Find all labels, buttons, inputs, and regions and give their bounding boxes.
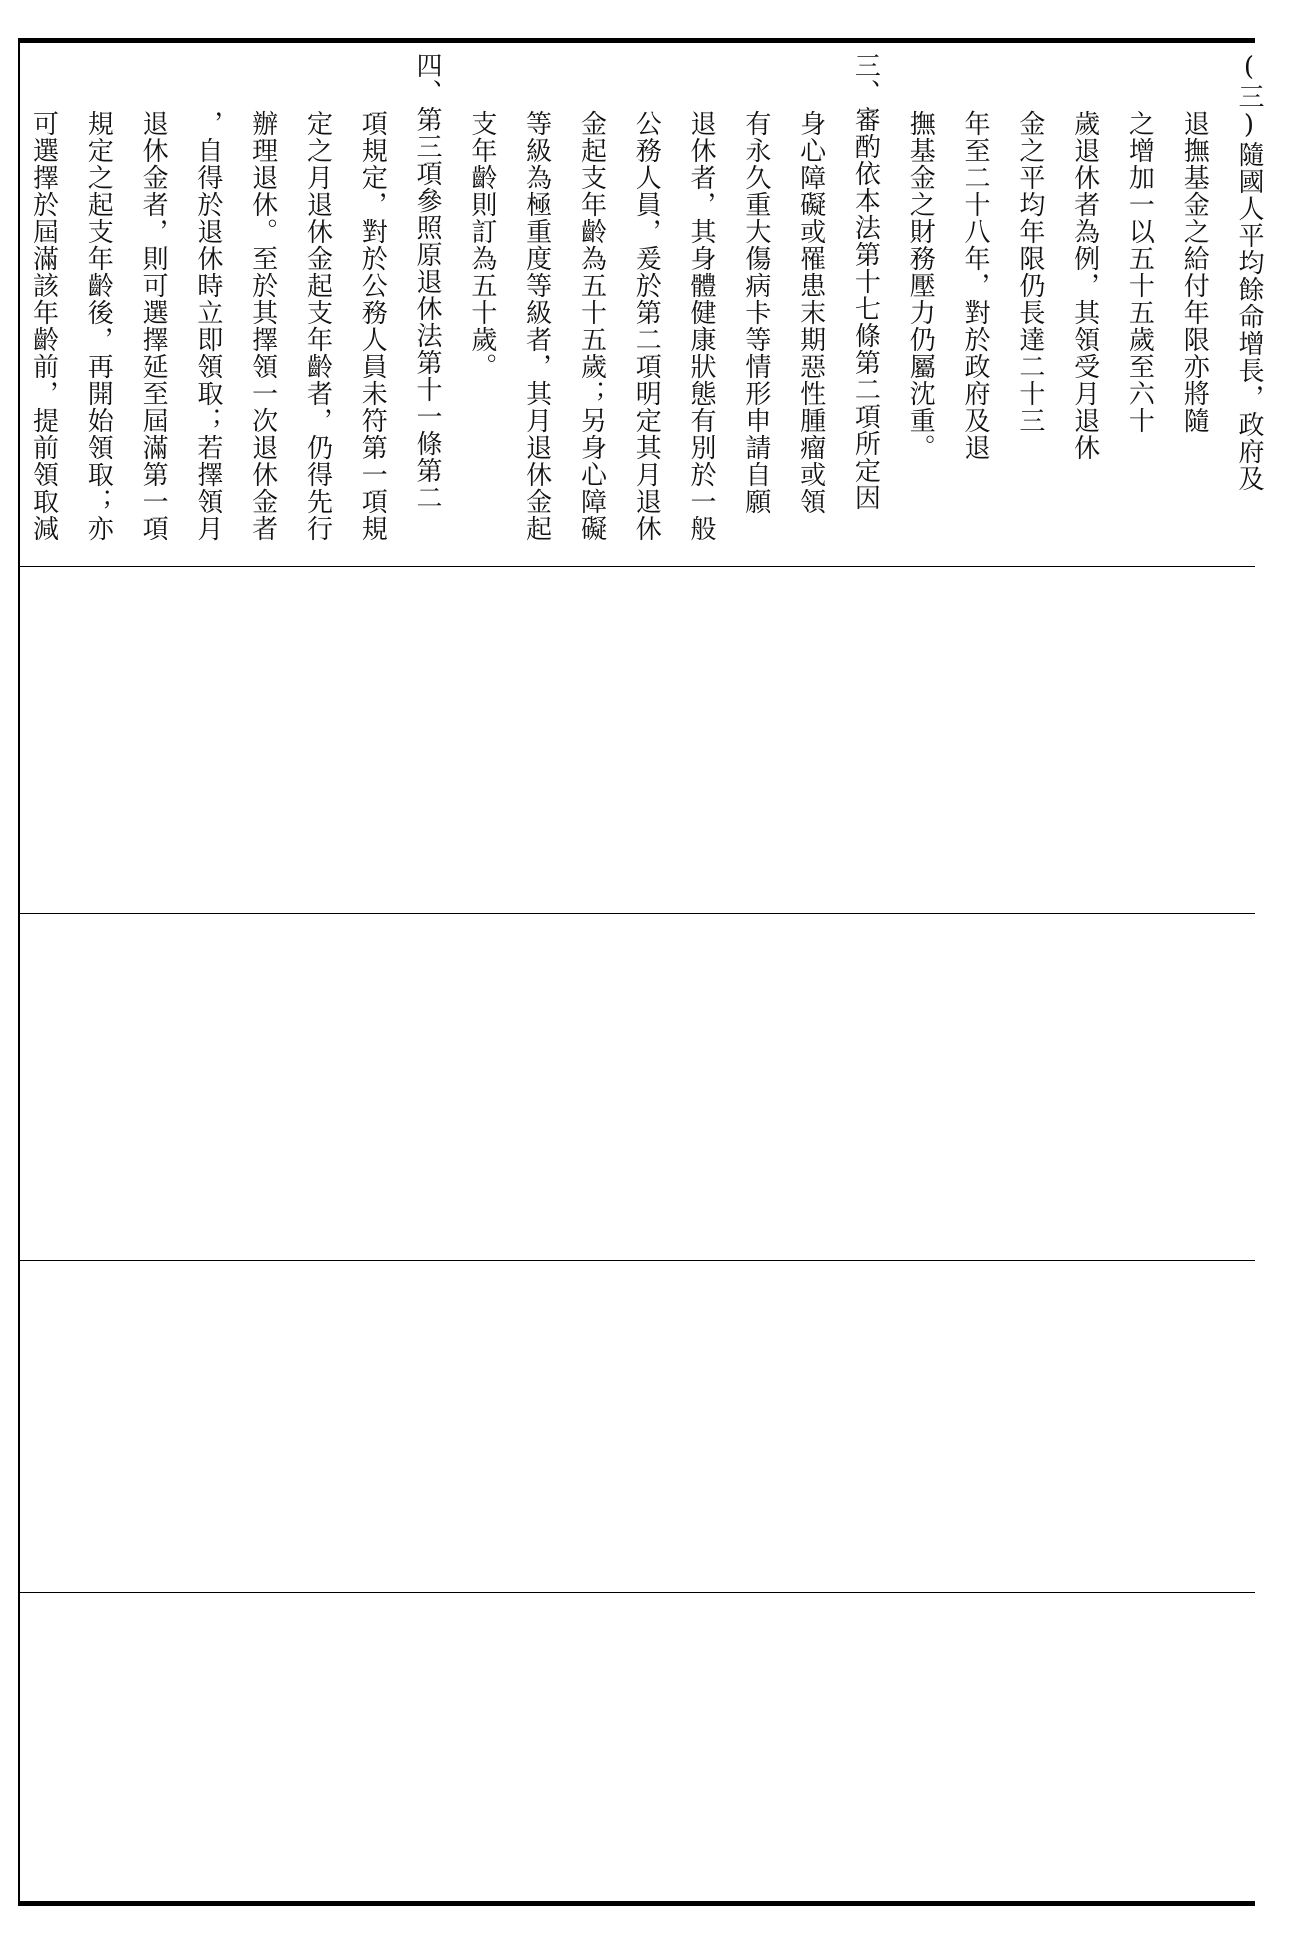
text-column: 退休者，其身體健康狀態有別於一般	[686, 110, 717, 542]
vertical-text-block	[22, 52, 1270, 562]
text-column: 三、審酌依本法第十七條第二項所定因	[850, 52, 881, 511]
text-column: 定之月退休金起支年齡者，仍得先行	[302, 110, 333, 542]
row-divider	[18, 1592, 1255, 1593]
text-column: 金之平均年限仍長達二十三	[1014, 110, 1045, 434]
text-column: 退休金者，則可選擇延至屆滿第一項	[138, 110, 169, 542]
row-divider	[18, 913, 1255, 914]
text-column: 歲退休者為例，其領受月退休	[1069, 110, 1100, 461]
text-column: 金起支年齡為五十五歲；另身心障礙	[576, 110, 607, 542]
text-column: (三)隨國人平均餘命增長，政府及	[1234, 52, 1264, 492]
text-column: 等級為極重度等級者，其月退休金起	[521, 110, 552, 542]
bottom-border	[18, 1901, 1255, 1906]
text-column: 規定之起支年齡後，再開始領取；亦	[83, 110, 114, 542]
text-column: 項規定，對於公務人員未符第一項規	[357, 110, 388, 542]
text-column: 支年齡則訂為五十歲。	[466, 110, 497, 380]
text-column: 年至二十八年，對於政府及退	[960, 110, 991, 461]
left-border	[18, 38, 20, 1906]
text-column: ，自得於退休時立即領取；若擇領月	[192, 110, 223, 542]
text-column: 之增加一以五十五歲至六十	[1124, 110, 1155, 434]
text-column: 公務人員，爰於第二項明定其月退休	[631, 110, 662, 542]
row-divider	[18, 566, 1255, 567]
text-column: 有永久重大傷病卡等情形申請自願	[740, 110, 771, 515]
text-column: 辦理退休。至於其擇領一次退休金者	[247, 110, 278, 542]
text-column: 撫基金之財務壓力仍屬沈重。	[905, 110, 936, 461]
text-column: 可選擇於屆滿該年齡前，提前領取減	[28, 110, 59, 542]
row-divider	[18, 1260, 1255, 1261]
text-column: 四、第三項參照原退休法第十一條第二	[412, 52, 443, 511]
top-border	[18, 38, 1255, 43]
text-column: 身心障礙或罹患末期惡性腫瘤或領	[795, 110, 826, 515]
text-column: 退撫基金之給付年限亦將隨	[1179, 110, 1210, 434]
